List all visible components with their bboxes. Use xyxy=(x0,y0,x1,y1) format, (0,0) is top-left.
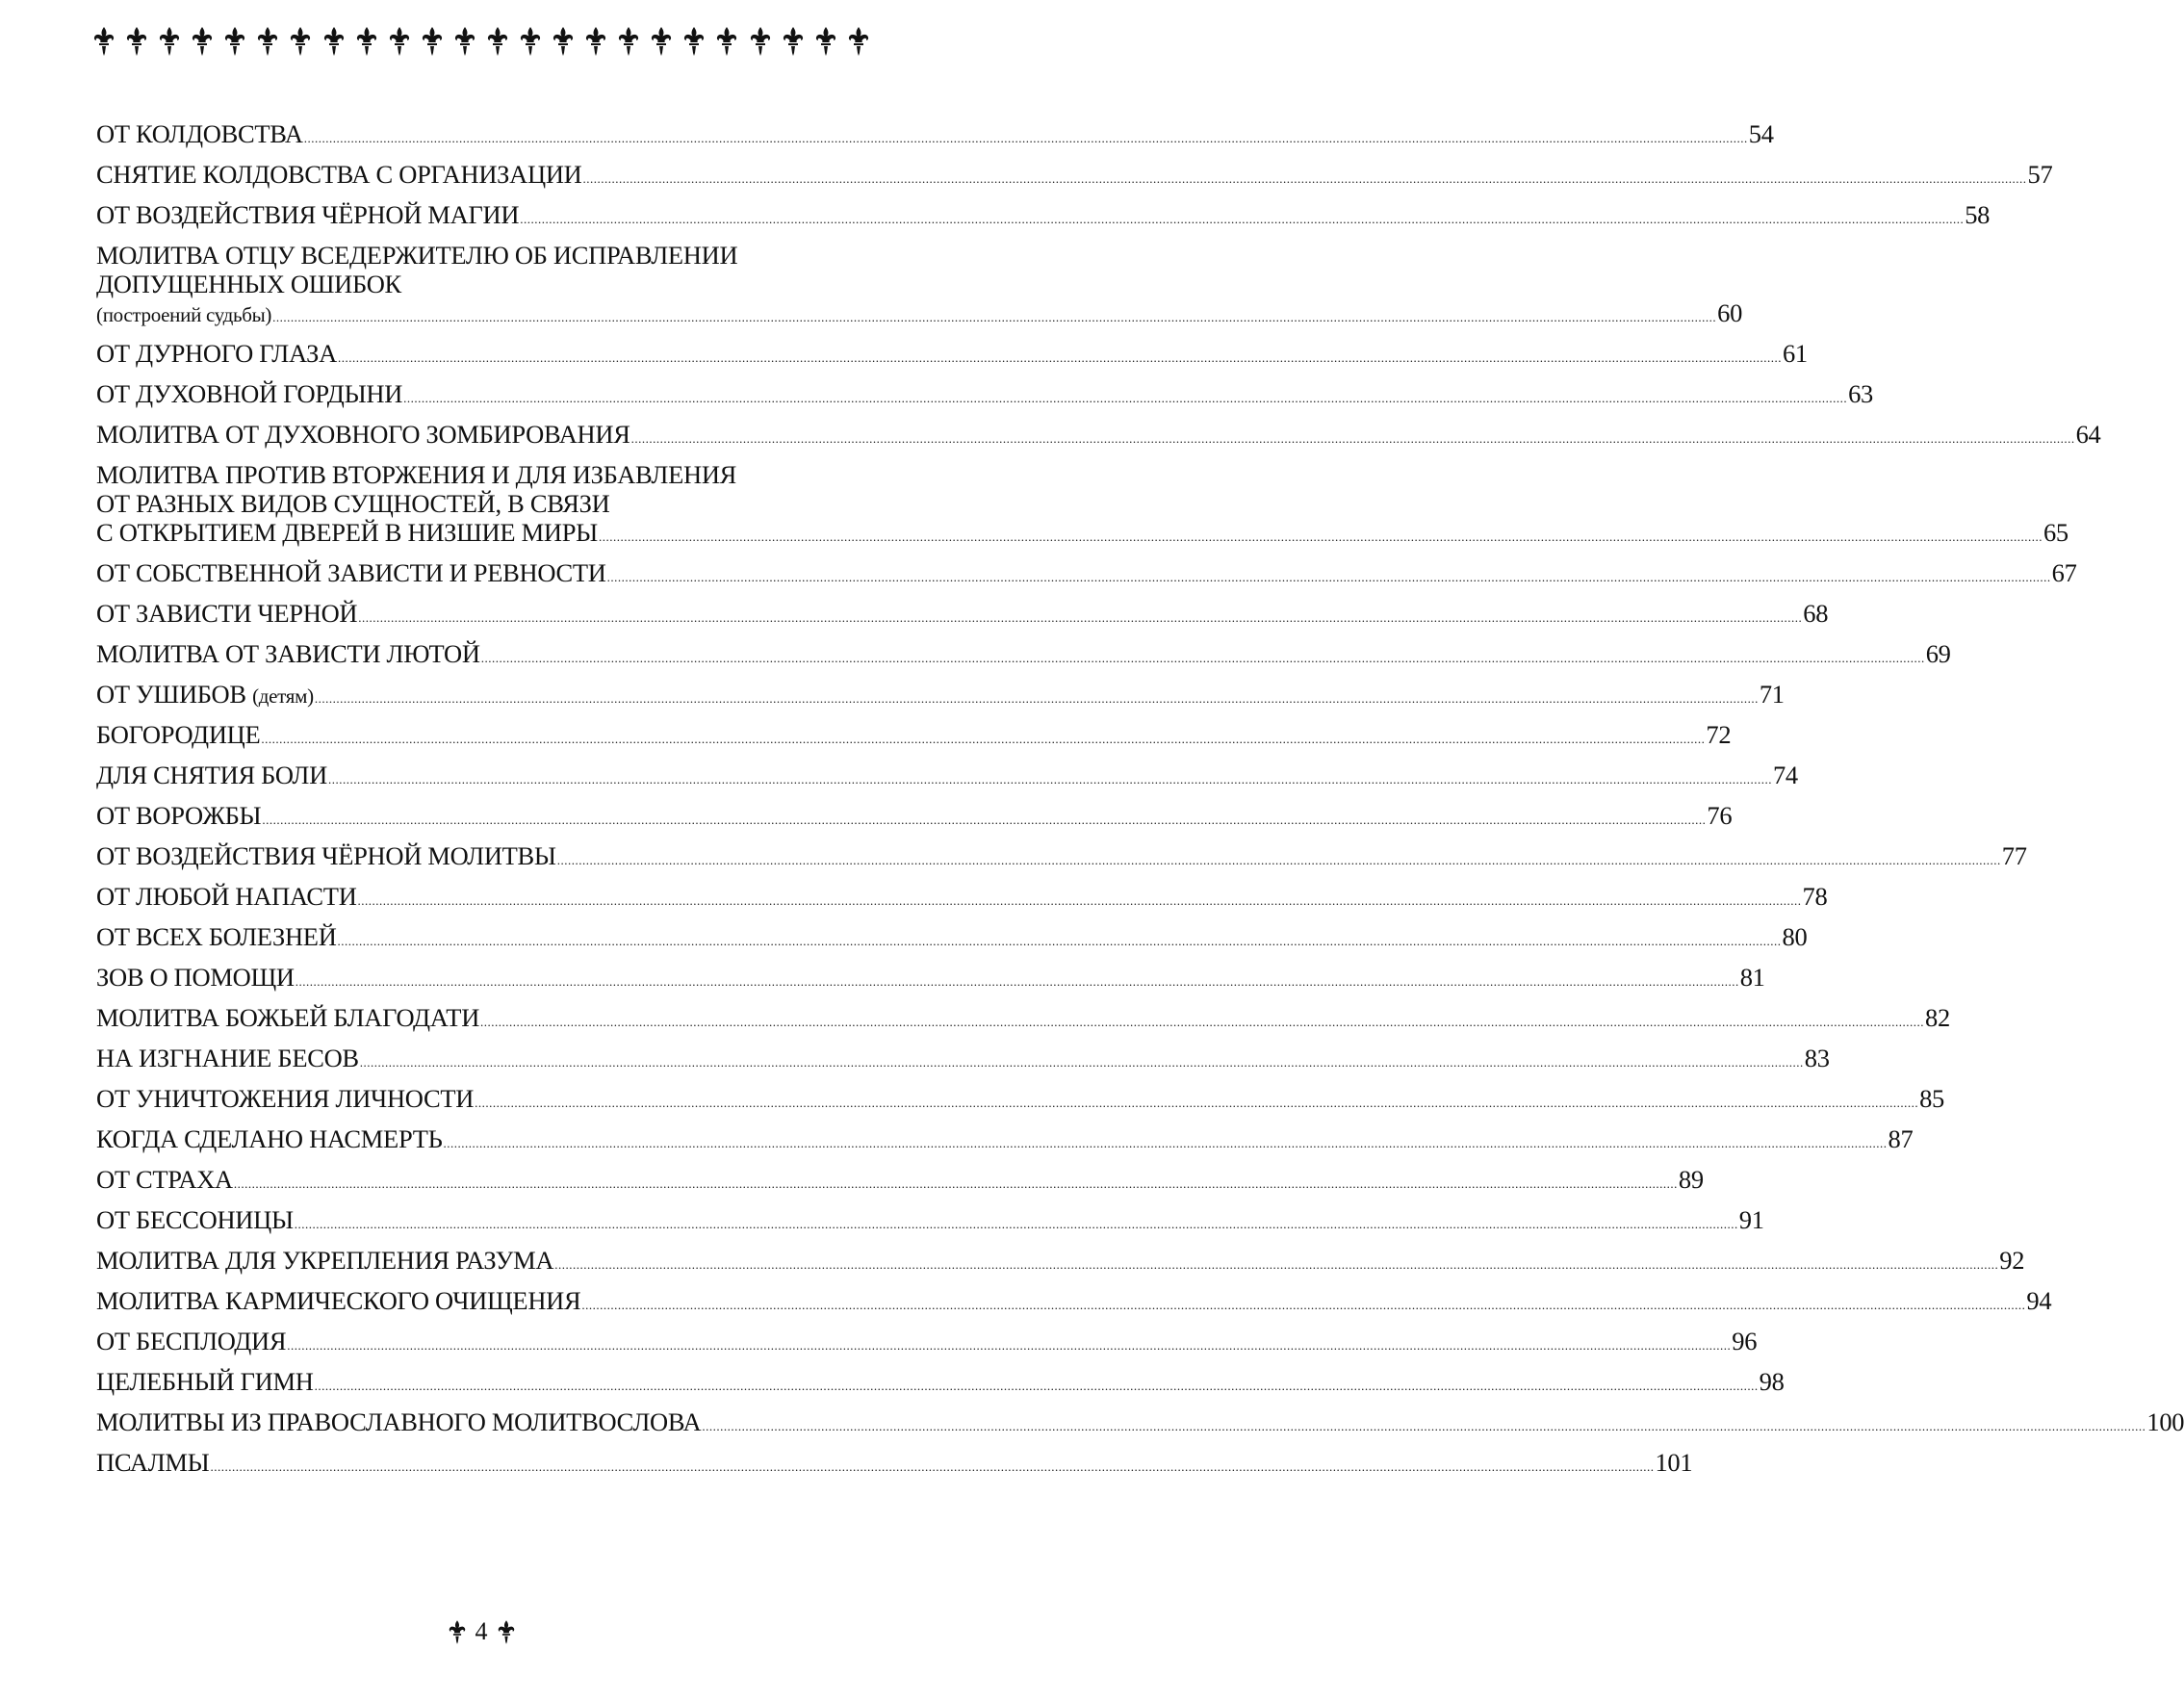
fleur-de-lis-icon xyxy=(618,27,639,56)
toc-entry-title-text: МОЛИТВА ДЛЯ УКРЕПЛЕНИЯ РАЗУМА xyxy=(96,1245,554,1275)
dot-leader: ................................................................................................................................................................................................................................................................................................................................................................................................................ xyxy=(303,130,1748,145)
dot-leader: ................................................................................................................................................................................................................................................................................................................................................................................................................ xyxy=(598,529,2043,544)
fleur-de-lis-icon xyxy=(159,27,180,56)
toc-entry-title-text: НА ИЗГНАНИЕ БЕСОВ xyxy=(96,1043,359,1072)
fleur-de-lis-icon xyxy=(454,27,475,56)
toc-entry-page: 71 xyxy=(1759,679,1785,709)
toc-entry[interactable] xyxy=(96,1282,2052,1323)
dot-leader: ................................................................................................................................................................................................................................................................................................................................................................................................................ xyxy=(337,933,1782,948)
toc-entry-title xyxy=(96,1003,479,1032)
toc-entry-title-text: ЦЕЛЕБНЫЙ ГИМН xyxy=(96,1366,314,1396)
toc-entry-title xyxy=(96,1246,553,1275)
fleur-de-lis-icon xyxy=(422,27,443,56)
toc-entry-title-text: ЗОВ О ПОМОЩИ xyxy=(96,962,295,992)
toc-entry-title xyxy=(96,761,327,789)
dot-leader: ................................................................................................................................................................................................................................................................................................................................................................................................................ xyxy=(314,1378,1759,1393)
toc-entry-title xyxy=(96,720,260,749)
toc-entry-page: 80 xyxy=(1782,921,1808,951)
toc-entry[interactable] xyxy=(96,1444,1693,1484)
dot-leader: ................................................................................................................................................................................................................................................................................................................................................................................................................ xyxy=(480,1014,1925,1029)
toc-entry[interactable] xyxy=(96,878,1828,918)
toc-entry[interactable] xyxy=(96,1363,1785,1404)
dot-leader: ................................................................................................................................................................................................................................................................................................................................................................................................................ xyxy=(582,170,2027,186)
toc-entry-title xyxy=(96,1165,233,1194)
dot-leader: ................................................................................................................................................................................................................................................................................................................................................................................................................ xyxy=(606,569,2051,584)
toc-entry-page: 76 xyxy=(1707,800,1733,830)
toc-entry[interactable] xyxy=(96,1121,1914,1161)
toc-entry-page: 64 xyxy=(2075,419,2101,449)
toc-entry-page: 94 xyxy=(2026,1285,2052,1315)
dot-leader: ................................................................................................................................................................................................................................................................................................................................................................................................................ xyxy=(287,1337,1732,1353)
dot-leader: ................................................................................................................................................................................................................................................................................................................................................................................................................ xyxy=(359,1054,1804,1070)
dot-leader: ................................................................................................................................................................................................................................................................................................................................................................................................................ xyxy=(475,1095,1919,1110)
fleur-de-lis-icon xyxy=(290,27,311,56)
toc-entry-title-text: ОТ ВОРОЖБЫ xyxy=(96,800,262,830)
toc-entry-title xyxy=(96,801,261,830)
toc-entry[interactable] xyxy=(96,1080,1944,1121)
toc-entry-title-text: ОТ ВОЗДЕЙСТВИЯ ЧЁРНОЙ МАГИИ xyxy=(96,199,520,229)
toc-entry-title xyxy=(96,1286,580,1315)
toc-entry-title xyxy=(96,200,519,229)
fleur-de-lis-icon xyxy=(126,27,147,56)
toc-entry-title-text: МОЛИТВЫ ИЗ ПРАВОСЛАВНОГО МОЛИТВОСЛОВА xyxy=(96,1406,702,1436)
toc-entry[interactable] xyxy=(96,335,1808,375)
fleur-de-lis-icon xyxy=(192,27,213,56)
toc-entry-page: 96 xyxy=(1732,1326,1758,1355)
toc-entry-title-text: ПСАЛМЫ xyxy=(96,1447,210,1477)
toc-entry-title-line: МОЛИТВА ОТЦУ ВСЕДЕРЖИТЕЛЮ ОБ ИСПРАВЛЕНИИ xyxy=(96,240,738,270)
toc-entry-title-text: ОТ ДУРНОГО ГЛАЗА xyxy=(96,338,337,368)
dot-leader: ................................................................................................................................................................................................................................................................................................................................................................................................................ xyxy=(520,211,1965,226)
fleur-de-lis-icon xyxy=(815,27,836,56)
toc-entry-title-text: ОТ ЗАВИСТИ ЧЕРНОЙ xyxy=(96,598,358,628)
toc-entry[interactable] xyxy=(96,716,1732,757)
fleur-de-lis-icon xyxy=(389,27,410,56)
toc-entry-title-text: ОТ ВОЗДЕЙСТВИЯ ЧЁРНОЙ МОЛИТВЫ xyxy=(96,840,556,870)
dot-leader: ................................................................................................................................................................................................................................................................................................................................................................................................................ xyxy=(295,973,1739,989)
page-number: 4 xyxy=(475,1617,488,1645)
toc-entry-page: 89 xyxy=(1678,1164,1704,1194)
fleur-de-lis-icon xyxy=(487,27,508,56)
fleur-de-lis-icon xyxy=(520,27,541,56)
toc-entry-title xyxy=(96,599,357,628)
dot-leader: ................................................................................................................................................................................................................................................................................................................................................................................................................ xyxy=(581,1297,2026,1312)
fleur-de-lis-icon xyxy=(750,27,771,56)
page-footer xyxy=(0,1617,963,1646)
fleur-de-lis-icon xyxy=(651,27,672,56)
toc-entry-title xyxy=(96,1448,209,1477)
toc-entry-page: 83 xyxy=(1804,1043,1830,1072)
toc-entry-page: 67 xyxy=(2051,557,2077,587)
dot-leader: ................................................................................................................................................................................................................................................................................................................................................................................................................ xyxy=(480,650,1925,665)
toc-entry-title-line: ДОПУЩЕННЫХ ОШИБОК xyxy=(96,269,401,298)
toc-entry[interactable] xyxy=(96,635,1951,676)
toc-entry-page: 92 xyxy=(1999,1245,2025,1275)
table-of-contents xyxy=(96,116,2184,1484)
toc-entry-page: 74 xyxy=(1772,760,1798,789)
toc-entry-title xyxy=(96,963,295,992)
toc-entry-title-text: СНЯТИЕ КОЛДОВСТВА С ОРГАНИЗАЦИИ xyxy=(96,159,582,189)
toc-entry-title-text: ОТ УШИБОВ xyxy=(96,679,253,709)
fleur-de-lis-icon xyxy=(93,27,115,56)
dot-leader: ................................................................................................................................................................................................................................................................................................................................................................................................................ xyxy=(358,609,1803,625)
toc-entry-title-text: МОЛИТВА ОТ ДУХОВНОГО ЗОМБИРОВАНИЯ xyxy=(96,419,630,449)
dot-leader: ................................................................................................................................................................................................................................................................................................................................................................................................................ xyxy=(337,349,1782,365)
toc-entry-title xyxy=(96,1367,314,1396)
toc-entry-subtitle: (построений судьбы) xyxy=(96,302,272,326)
toc-entry-title-text: С ОТКРЫТИЕМ ДВЕРЕЙ В НИЗШИЕ МИРЫ xyxy=(96,517,598,547)
toc-entry[interactable] xyxy=(96,838,2027,878)
toc-entry-page: 91 xyxy=(1738,1204,1764,1234)
toc-entry-title xyxy=(96,841,556,870)
toc-entry-page: 98 xyxy=(1759,1366,1785,1396)
toc-entry-title-text: ОТ ВСЕХ БОЛЕЗНЕЙ xyxy=(96,921,337,951)
toc-entry[interactable] xyxy=(96,555,2077,595)
toc-entry-title-text: МОЛИТВА БОЖЬЕЙ БЛАГОДАТИ xyxy=(96,1002,480,1032)
toc-entry-title xyxy=(96,1084,474,1113)
toc-entry-title xyxy=(96,119,303,148)
toc-entry[interactable] xyxy=(96,676,1785,716)
toc-entry-page: 85 xyxy=(1919,1083,1944,1113)
toc-entry[interactable] xyxy=(96,1404,2184,1444)
toc-entry-page: 60 xyxy=(1717,297,1743,327)
toc-entry-page: 72 xyxy=(1706,719,1732,749)
toc-entry[interactable] xyxy=(96,595,1829,635)
dot-leader: ................................................................................................................................................................................................................................................................................................................................................................................................................ xyxy=(314,690,1759,706)
toc-entry-title xyxy=(96,518,598,547)
dot-leader: ................................................................................................................................................................................................................................................................................................................................................................................................................ xyxy=(233,1175,1678,1191)
toc-entry-title-text: ОТ КОЛДОВСТВА xyxy=(96,118,303,148)
toc-entry-title xyxy=(96,1327,286,1355)
toc-entry-page: 54 xyxy=(1748,118,1774,148)
fleur-de-lis-icon xyxy=(356,27,377,56)
toc-entry-page: 78 xyxy=(1802,881,1828,911)
toc-entry-page: 77 xyxy=(2001,840,2027,870)
toc-entry-title-line: МОЛИТВА ПРОТИВ ВТОРЖЕНИЯ И ДЛЯ ИЗБАВЛЕНИЯ xyxy=(96,459,737,489)
toc-entry-title xyxy=(96,420,630,449)
dot-leader: ................................................................................................................................................................................................................................................................................................................................................................................................................ xyxy=(262,812,1707,827)
fleur-de-lis-icon xyxy=(323,27,345,56)
toc-entry-title-text: ДЛЯ СНЯТИЯ БОЛИ xyxy=(96,760,327,789)
toc-entry-page: 69 xyxy=(1925,638,1951,668)
toc-entry-title-line: ОТ РАЗНЫХ ВИДОВ СУЩНОСТЕЙ, В СВЯЗИ xyxy=(96,488,610,518)
fleur-de-lis-icon xyxy=(224,27,245,56)
dot-leader: ................................................................................................................................................................................................................................................................................................................................................................................................................ xyxy=(357,892,1802,908)
fleur-de-lis-icon xyxy=(783,27,804,56)
dot-leader: ................................................................................................................................................................................................................................................................................................................................................................................................................ xyxy=(403,390,1848,405)
toc-entry[interactable] xyxy=(96,1323,1758,1363)
toc-entry-title xyxy=(96,1205,294,1234)
toc-entry-title-text: ОТ УНИЧТОЖЕНИЯ ЛИЧНОСТИ xyxy=(96,1083,475,1113)
toc-entry-page: 81 xyxy=(1739,962,1765,992)
toc-entry[interactable] xyxy=(96,196,1991,237)
dot-leader: ................................................................................................................................................................................................................................................................................................................................................................................................................ xyxy=(294,1216,1738,1231)
toc-entry[interactable] xyxy=(96,959,1765,999)
dot-leader: ................................................................................................................................................................................................................................................................................................................................................................................................................ xyxy=(556,852,2001,867)
toc-entry[interactable] xyxy=(96,375,1873,416)
toc-entry[interactable] xyxy=(96,1161,1704,1201)
toc-entry-title xyxy=(96,379,402,408)
toc-entry-title xyxy=(96,680,314,710)
fleur-de-lis-icon xyxy=(683,27,705,56)
toc-entry-title-text: КОГДА СДЕЛАНО НАСМЕРТЬ xyxy=(96,1123,443,1153)
dot-leader: ................................................................................................................................................................................................................................................................................................................................................................................................................ xyxy=(272,309,1717,324)
fleur-de-lis-icon xyxy=(585,27,606,56)
dot-leader: ................................................................................................................................................................................................................................................................................................................................................................................................................ xyxy=(210,1458,1655,1474)
toc-entry-title-text: БОГОРОДИЦЕ xyxy=(96,719,261,749)
toc-entry-title-text: ОТ ДУХОВНОЙ ГОРДЫНИ xyxy=(96,378,403,408)
toc-entry-page: 101 xyxy=(1655,1447,1693,1477)
toc-entry-title-text: ОТ БЕСПЛОДИЯ xyxy=(96,1326,287,1355)
toc-entry[interactable] xyxy=(96,456,2068,555)
toc-entry[interactable] xyxy=(96,757,1798,797)
toc-entry-title xyxy=(96,1407,701,1436)
toc-entry-title xyxy=(96,298,271,329)
toc-entry[interactable] xyxy=(96,116,1774,156)
toc-entry[interactable] xyxy=(96,156,2053,196)
toc-entry-title-text: ОТ ЛЮБОЙ НАПАСТИ xyxy=(96,881,357,911)
toc-entry-page: 82 xyxy=(1925,1002,1950,1032)
dot-leader: ................................................................................................................................................................................................................................................................................................................................................................................................................ xyxy=(261,731,1706,746)
toc-entry[interactable] xyxy=(96,918,1808,959)
toc-entry[interactable] xyxy=(96,237,1743,335)
toc-entry-title xyxy=(96,882,357,911)
toc-entry-title-text: МОЛИТВА КАРМИЧЕСКОГО ОЧИЩЕНИЯ xyxy=(96,1285,581,1315)
toc-entry-title xyxy=(96,160,582,189)
toc-entry-title-text: ОТ СТРАХА xyxy=(96,1164,233,1194)
toc-entry-page: 61 xyxy=(1782,338,1808,368)
fleur-de-lis-icon xyxy=(257,27,278,56)
toc-entry-title xyxy=(96,1124,443,1153)
toc-entry-subtitle: (детям) xyxy=(252,684,314,708)
ornament-border xyxy=(93,27,869,56)
toc-entry-title xyxy=(96,339,337,368)
fleur-de-lis-icon xyxy=(449,1620,466,1644)
toc-entry[interactable] xyxy=(96,1242,2025,1282)
toc-entry[interactable] xyxy=(96,416,2101,456)
toc-entry[interactable] xyxy=(96,1040,1830,1080)
fleur-de-lis-icon xyxy=(552,27,574,56)
toc-entry[interactable] xyxy=(96,999,1950,1040)
toc-entry-page: 87 xyxy=(1888,1123,1914,1153)
dot-leader: ................................................................................................................................................................................................................................................................................................................................................................................................................ xyxy=(630,430,2075,446)
toc-entry-page: 68 xyxy=(1803,598,1829,628)
toc-entry-title xyxy=(96,922,337,951)
dot-leader: ................................................................................................................................................................................................................................................................................................................................................................................................................ xyxy=(443,1135,1888,1150)
toc-entry-page: 57 xyxy=(2027,159,2053,189)
toc-entry-page: 63 xyxy=(1848,378,1873,408)
toc-entry-title-text: ОТ СОБСТВЕННОЙ ЗАВИСТИ И РЕВНОСТИ xyxy=(96,557,606,587)
toc-entry-title-text: МОЛИТВА ОТ ЗАВИСТИ ЛЮТОЙ xyxy=(96,638,480,668)
toc-entry[interactable] xyxy=(96,797,1733,838)
toc-entry-page: 58 xyxy=(1965,199,1991,229)
dot-leader: ................................................................................................................................................................................................................................................................................................................................................................................................................ xyxy=(702,1418,2146,1433)
toc-entry-page: 65 xyxy=(2043,517,2068,547)
toc-entry-page: 100 xyxy=(2146,1406,2184,1436)
fleur-de-lis-icon xyxy=(848,27,869,56)
toc-entry[interactable] xyxy=(96,1201,1764,1242)
toc-entry-title xyxy=(96,1044,359,1072)
toc-entry-title-text: ОТ БЕССОНИЦЫ xyxy=(96,1204,294,1234)
dot-leader: ................................................................................................................................................................................................................................................................................................................................................................................................................ xyxy=(554,1256,1999,1272)
dot-leader: ................................................................................................................................................................................................................................................................................................................................................................................................................ xyxy=(327,771,1772,787)
toc-entry-title xyxy=(96,639,480,668)
toc-entry-title xyxy=(96,558,606,587)
fleur-de-lis-icon xyxy=(498,1620,515,1644)
fleur-de-lis-icon xyxy=(716,27,737,56)
